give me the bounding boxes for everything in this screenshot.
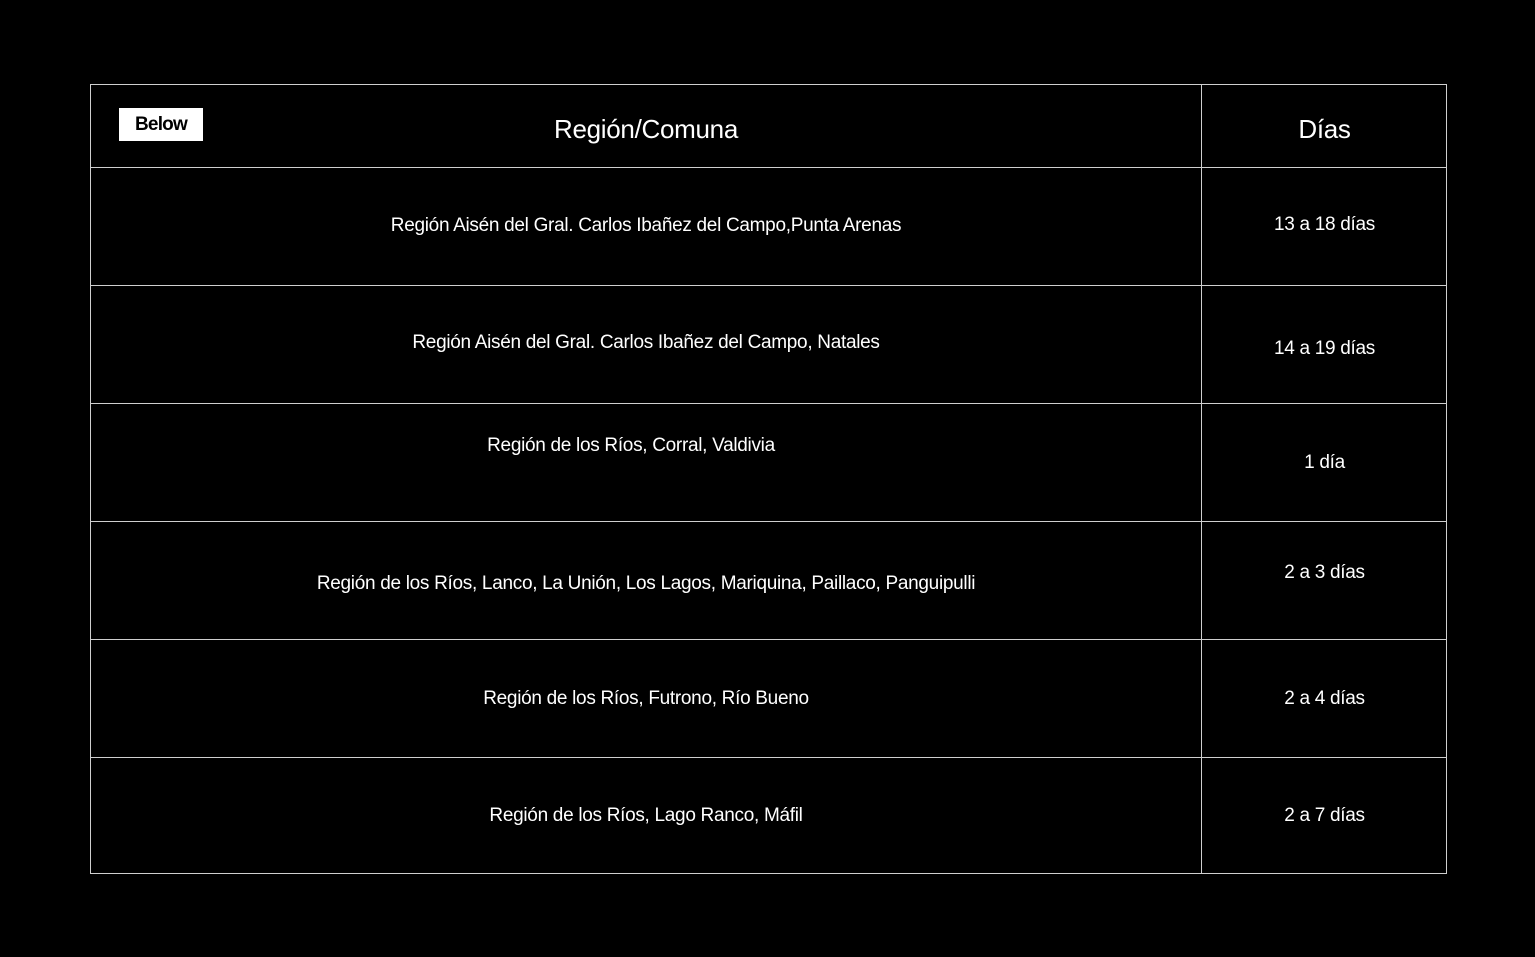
shipping-times-table [90,84,1447,874]
region-cell: Región de los Ríos, Corral, Valdivia [487,435,775,456]
dias-cell: 2 a 3 días [1284,561,1365,583]
region-cell: Región Aisén del Gral. Carlos Ibañez del Campo,Punta Arenas [390,214,902,236]
header-region: Región/Comuna [554,113,738,144]
dias-cell: 2 a 7 días [1284,805,1365,826]
logo-text: Below [135,113,187,135]
table-row [91,404,1446,522]
table-row [91,522,1446,640]
region-cell: Región de los Ríos, Lago Ranco, Máfil [489,805,803,826]
table-row [91,168,1446,286]
header-dias: Días [1298,113,1351,144]
table-row [91,640,1446,758]
dias-cell: 2 a 4 días [1284,687,1365,709]
region-cell: Región de los Ríos, Futrono, Río Bueno [483,687,809,709]
dias-cell: 13 a 18 días [1274,213,1375,235]
table-row [91,286,1446,404]
region-cell: Región de los Ríos, Lanco, La Unión, Los Lagos, Mariquina, Paillaco, Panguipulli [316,572,976,594]
dias-cell: 1 día [1304,451,1345,473]
table-header-row [91,85,1446,168]
region-cell: Región Aisén del Gral. Carlos Ibañez del Campo, Natales [412,331,880,353]
dias-cell: 14 a 19 días [1274,337,1375,359]
table-row [91,758,1446,874]
